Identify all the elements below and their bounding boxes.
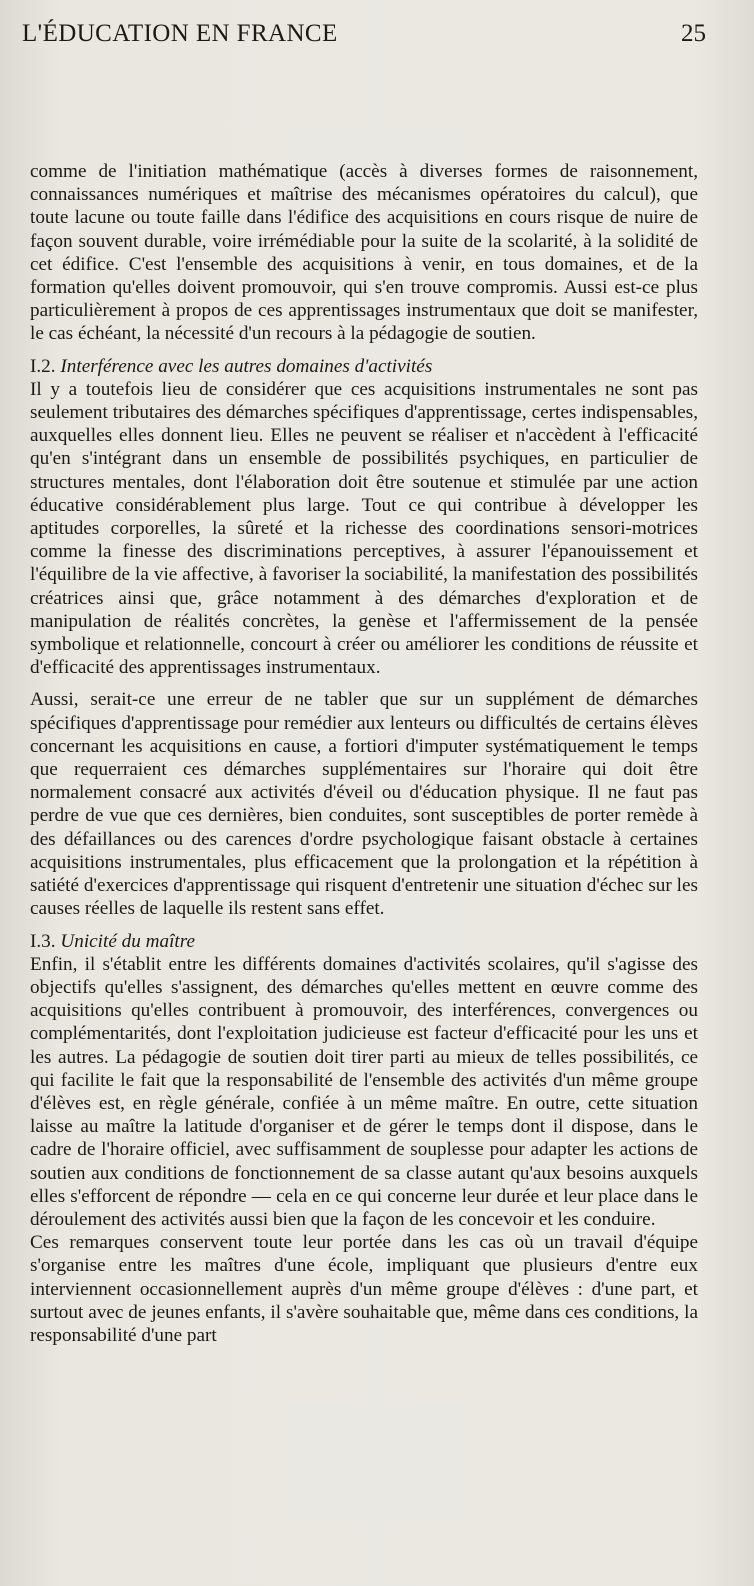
section-heading-1-3 [30,930,698,953]
section-title: Interférence avec les autres domaines d'activités [60,355,433,377]
running-title: L'ÉDUCATION EN FRANCE [22,20,338,47]
paragraph-remarques: Ces remarques conservent toute leur portée dans les cas où un travail d'équipe s'organise entre les maîtres d'une école, impliquant que plusieurs d'entre eux interviennent occasionnellement auprès d'un même groupe d'élèves : d'une part, et surtout avec de jeunes enfants, il s'avère souhaitable que, même dans ces conditions, la responsabilité d'une part [30,1232,698,1346]
paragraph-erreur: Aussi, serait-ce une erreur de ne tabler que sur un supplément de démarches spécifiques d'apprentissage pour remédier aux lenteurs ou difficultés de certains élèves concernant les acquisitions en cause, a fortiori d'imputer systématiquement le temps que requerraient ces démarches supplémentaires sur l'horaire qui doit être normalement consacré aux activités d'éveil ou d'éducation physique. Il ne faut pas perdre de vue que ces dernières, bien conduites, sont susceptibles de porter remède à des défaillances ou des carences d'ordre psychologique faisant obstacle à certaines acquisitions instrumentales, plus efficacement que la prolongation et la répétition à satiété d'exercices d'apprentissage qui risquent d'entretenir une situation d'échec sur les causes réelles de laquelle ils restent sans effet. [30,689,698,920]
section-number: I.3. [30,930,56,952]
section-title: Unicité du maître [60,930,196,952]
page-header [22,20,706,54]
paragraph-intro: comme de l'initiation mathématique (accès à diverses formes de raisonnement, connaissances numériques et maîtrise des mécanismes opératoires du calcul), que toute lacune ou toute faille dans l'édifice des acquisitions en cours risque de nuire de façon souvent durable, voire irrémédiable pour la suite de la scolarité, à la solidité de cet édifice. C'est l'ensemble des acquisitions à venir, en tous domaines, et de la formation qu'elles doivent promouvoir, qui s'en trouve compromis. Aussi est-ce plus particulièrement à propos de ces apprentissages instrumentaux que doit se manifester, le cas échéant, la nécessité d'un recours à la pédagogie de soutien. [30,161,698,345]
page-body [30,160,698,1347]
section-heading-1-2 [30,355,698,378]
paragraph-interference: Il y a toutefois lieu de considérer que ces acquisitions instrumentales ne sont pas seulement tributaires des démarches spécifiques d'apprentissage, certes indispensables, auxquelles elles donnent lieu. Elles ne peuvent se réaliser et n'accèdent à l'efficacité qu'en s'intégrant dans un ensemble de possibilités psychiques, en particulier de structures mentales, dont l'élaboration doit être soutenue et stimulée par une action éducative considérablement plus large. Tout ce qui contribue à développer les aptitudes corporelles, la sûreté et la richesse des coordinations sensori-motrices comme la finesse des discriminations perceptives, à assurer l'épanouissement et l'équilibre de la vie affective, à favoriser la sociabilité, la manifestation des possibilités créatrices ainsi que, grâce notamment à des démarches d'exploration et de manipulation de réalités concrètes, la genèse et l'affermissement de la pensée symbolique et relationnelle, concourt à créer ou améliorer les conditions de réussite et d'efficacité des apprentissages instrumentaux. [30,378,698,679]
section-number: I.2. [30,355,56,377]
paragraph-unicite: Enfin, il s'établit entre les différents domaines d'activités scolaires, qu'il s'agisse des objectifs qu'elles s'assignent, des démarches qu'elles mettent en œuvre comme des acquisitions qu'elles contribuent à promouvoir, des interférences, convergences ou complémentarités, dont l'exploitation judicieuse est facteur d'efficacité pour les uns et les autres. La pédagogie de soutien doit tirer parti au mieux de telles possibilités, ce qui facilite le fait que la responsabilité de l'ensemble des activités d'un même groupe d'élèves est, en règle générale, confiée à un même maître. En outre, cette situation laisse au maître la latitude d'organiser et de gérer le temps dont il dispose, dans le cadre de l'horaire officiel, avec suffisamment de souplesse pour adapter les actions de soutien aux conditions de fonctionnement de sa classe autant qu'aux besoins auxquels elles s'efforcent de répondre — cela en ce qui concerne leur durée et leur place dans le déroulement des activités aussi bien que la façon de les concevoir et les conduire. [30,953,698,1230]
page-number: 25 [681,20,706,47]
